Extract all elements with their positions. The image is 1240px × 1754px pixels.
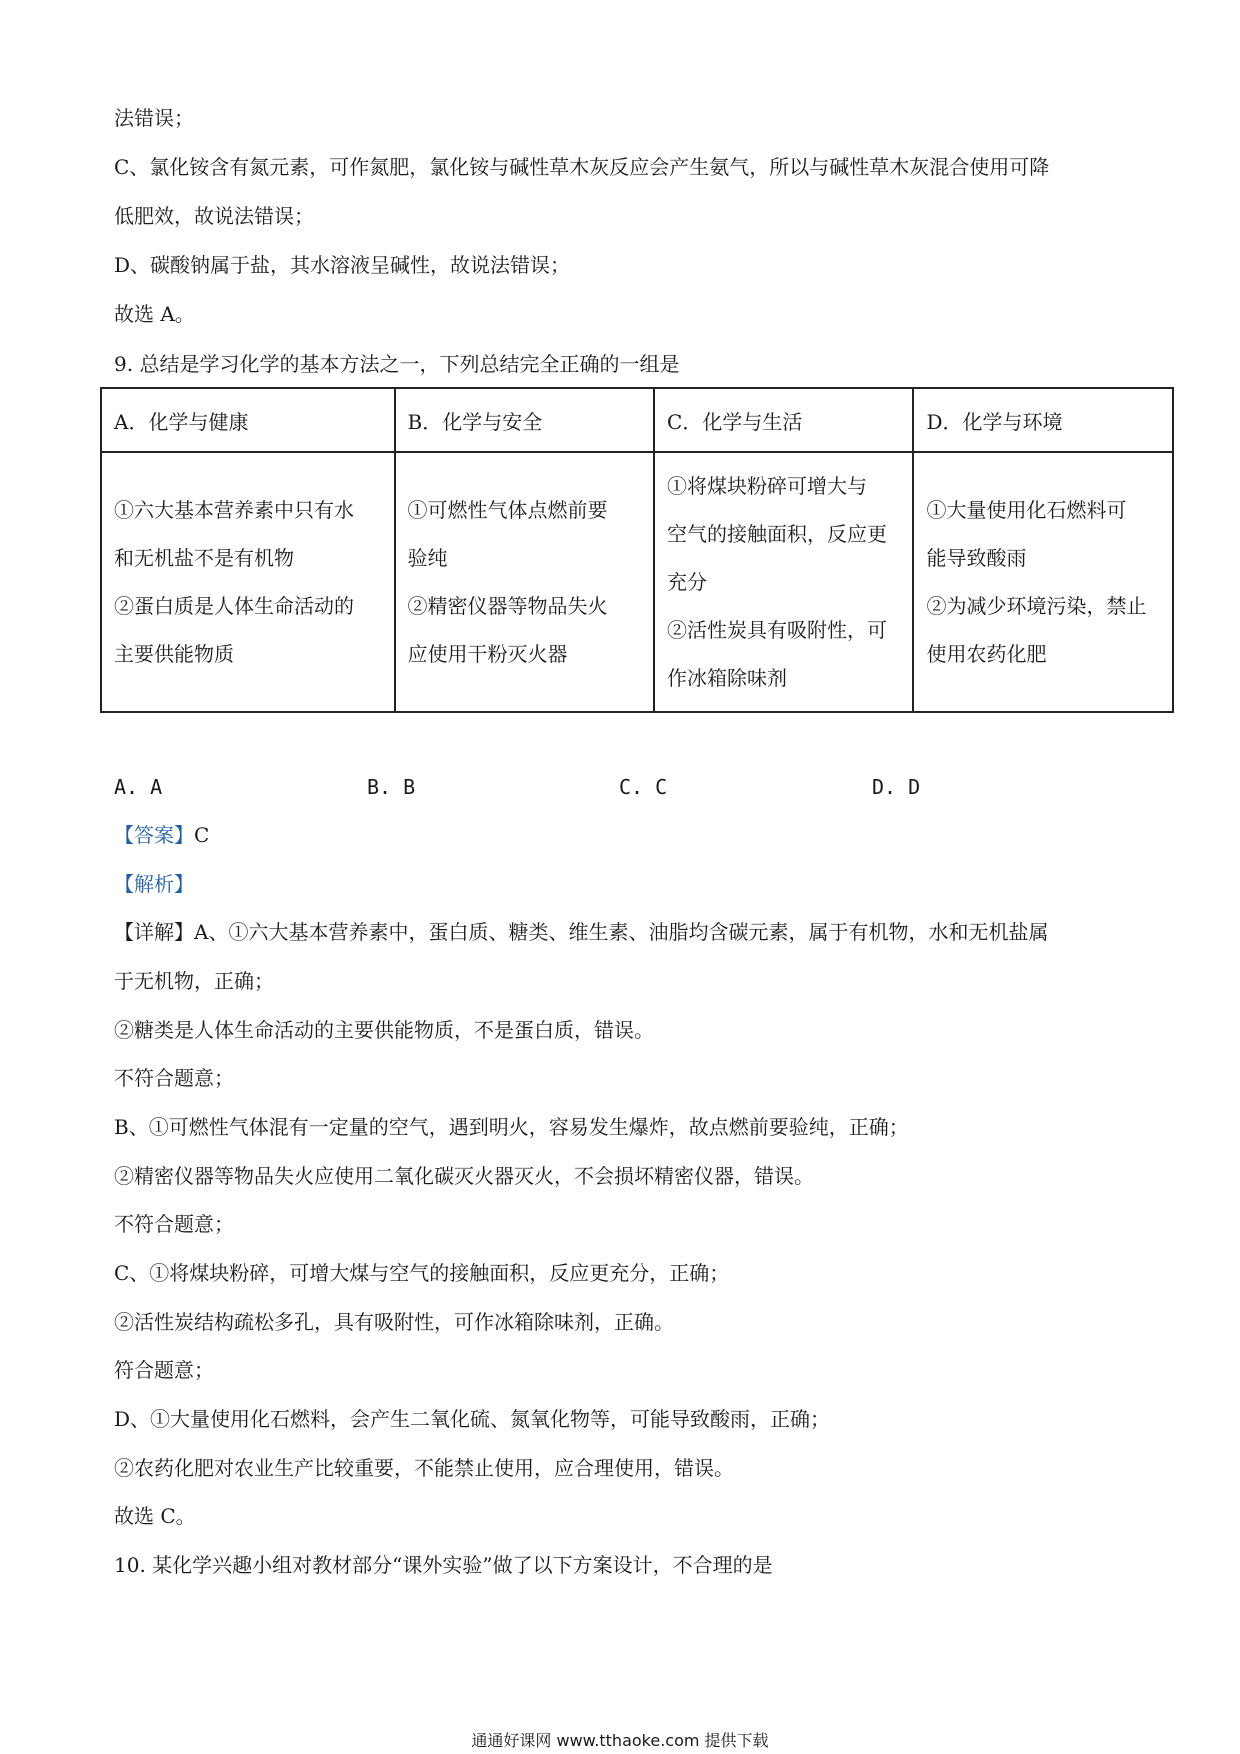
cell-text: ②为减少环境污染，禁止	[926, 594, 1147, 618]
text-line: 法错误；	[114, 106, 194, 130]
table-header-cell: A．化学与健康	[101, 388, 395, 452]
option-a: A. A	[114, 775, 163, 799]
table-cell-c	[654, 452, 913, 712]
table-header-cell: B．化学与安全	[395, 388, 654, 452]
cell-text: 使用农药化肥	[926, 642, 1047, 666]
cell-text: ①大量使用化石燃料可	[926, 498, 1127, 522]
footer-watermark: 通通好课网 www.tthaoke.com 提供下载	[471, 1731, 769, 1750]
text-line: C、氯化铵含有氮元素，可作氮肥，氯化铵与碱性草木灰反应会产生氨气，所以与碱性草木灰混合使用可降	[114, 155, 1050, 179]
text-line: 不符合题意；	[114, 1066, 234, 1090]
cell-text: ②精密仪器等物品失火	[407, 594, 608, 618]
text-line: ②活性炭结构疏松多孔，具有吸附性，可作冰箱除味剂，正确。	[114, 1310, 674, 1334]
detail-text: A、①六大基本营养素中，蛋白质、糖类、维生素、油脂均含碳元素，属于有机物，水和无机盐属	[194, 920, 1049, 944]
table-header-cell: D．化学与环境	[913, 388, 1173, 452]
answer-options	[0, 775, 1240, 805]
text-line: ②农药化肥对农业生产比较重要，不能禁止使用，应合理使用，错误。	[114, 1456, 734, 1480]
summary-table	[100, 387, 1174, 713]
detail-line	[114, 918, 1048, 946]
cell-text: 和无机盐不是有机物	[114, 546, 294, 570]
cell-text: 空气的接触面积，反应更	[667, 522, 888, 546]
table-row	[101, 452, 1173, 712]
cell-text: ②蛋白质是人体生命活动的	[114, 594, 354, 618]
table-header-row	[101, 388, 1173, 452]
text-line: C、①将煤块粉碎，可增大煤与空气的接触面积，反应更充分，正确；	[114, 1261, 730, 1285]
text-line: 符合题意；	[114, 1358, 214, 1382]
cell-text: ①可燃性气体点燃前要	[407, 498, 608, 522]
cell-text: ①六大基本营养素中只有水	[114, 498, 354, 522]
table-header-cell: C．化学与生活	[654, 388, 913, 452]
analysis-line	[114, 870, 194, 898]
answer-line	[114, 821, 209, 849]
option-b: B. B	[367, 775, 416, 799]
text-line: 于无机物，正确；	[114, 969, 274, 993]
text-line: ②糖类是人体生命活动的主要供能物质，不是蛋白质，错误。	[114, 1018, 654, 1042]
answer-value: C	[194, 823, 210, 847]
cell-text: 能导致酸雨	[926, 546, 1027, 570]
cell-text: ①将煤块粉碎可增大与	[667, 474, 868, 498]
analysis-tag: 【解析】	[114, 872, 194, 896]
cell-text: 验纯	[407, 546, 448, 570]
cell-text: 充分	[667, 570, 708, 594]
answer-tag: 【答案】	[114, 823, 194, 847]
text-line: B、①可燃性气体混有一定量的空气，遇到明火，容易发生爆炸，故点燃前要验纯，正确；	[114, 1115, 909, 1139]
text-line: 故选 A。	[114, 302, 195, 326]
table-cell-d	[913, 452, 1173, 712]
table-cell-a	[101, 452, 395, 712]
text-line: 故选 C。	[114, 1504, 196, 1528]
text-line: 低肥效，故说法错误；	[114, 204, 314, 228]
option-c: C. C	[619, 775, 668, 799]
cell-text: ②活性炭具有吸附性，可	[667, 618, 888, 642]
text-line: 不符合题意；	[114, 1212, 234, 1236]
cell-text: 主要供能物质	[114, 642, 234, 666]
detail-tag: 【详解】	[114, 920, 194, 944]
table-cell-b	[395, 452, 654, 712]
option-d: D. D	[872, 775, 921, 799]
text-line: D、碳酸钠属于盐，其水溶液呈碱性，故说法错误；	[114, 253, 571, 277]
cell-text: 作冰箱除味剂	[667, 666, 788, 690]
question-9-stem: 9. 总结是学习化学的基本方法之一，下列总结完全正确的一组是	[114, 352, 680, 376]
text-line: D、①大量使用化石燃料，会产生二氧化硫、氮氧化物等，可能导致酸雨，正确；	[114, 1407, 831, 1431]
cell-text: 应使用干粉灭火器	[407, 642, 568, 666]
text-line: ②精密仪器等物品失火应使用二氧化碳灭火器灭火，不会损坏精密仪器，错误。	[114, 1164, 814, 1188]
question-10-stem: 10. 某化学兴趣小组对教材部分“课外实验”做了以下方案设计，不合理的是	[114, 1553, 773, 1577]
